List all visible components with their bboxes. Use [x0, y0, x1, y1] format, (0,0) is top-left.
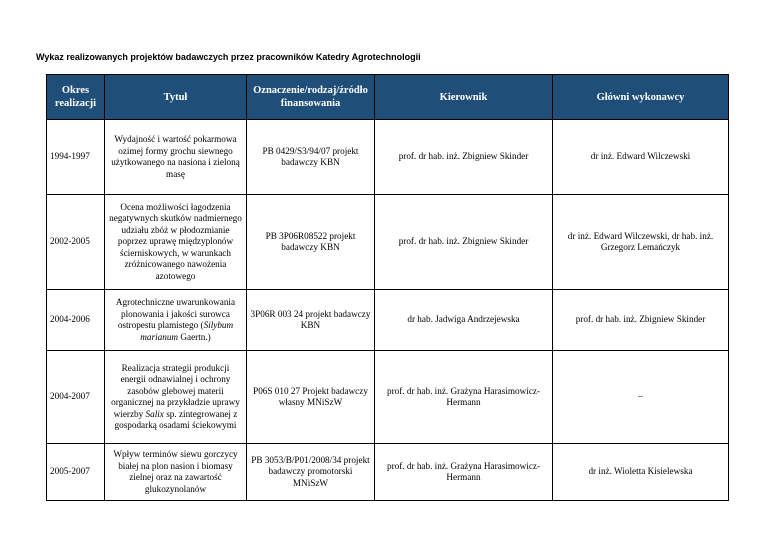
cell-funding: PB 0429/S3/94/07 projekt badawczy KBN: [247, 120, 375, 195]
title-text: Gaertn.): [178, 331, 211, 342]
projects-table: [46, 74, 729, 501]
cell-title: Wydajność i wartość pokarmowa ozimej formy grochu siewnego użytkowanego na nasiona i zieloną masę: [105, 120, 247, 195]
title-text: Agrotechniczne uwarunkowania plonowania i jakości surowca ostropestu plamistego (: [115, 297, 236, 330]
cell-funding: P06S 010 27 Projekt badawczy własny MNiSzW: [247, 351, 375, 444]
document-title: Wykaz realizowanych projektów badawczych przez pracowników Katedry Agrotechnologii: [36, 52, 421, 62]
cell-executors: dr inż. Edward Wilczewski: [553, 120, 729, 195]
cell-leader: prof. dr hab. inż. Zbigniew Skinder: [375, 120, 553, 195]
species-name: Salix: [145, 408, 164, 419]
species-name: Silybum marianum: [140, 320, 234, 342]
cell-title: Ocena możliwości łagodzenia negatywnych skutków nadmiernego udziału zbóż w płodozmianie poprzez uprawę międzyplonów ścierniskowych, w warunkach zróżnicowanego nawożenia azotowego: [105, 195, 247, 290]
title-text: Realizacja strategii produkcji energii odnawialnej i ochrony zasobów glebowej materii organicznej na przykładzie uprawy wierzby: [111, 362, 240, 419]
table-header-row: [47, 75, 729, 120]
cell-period: 2004-2007: [47, 351, 105, 444]
table-row: [47, 444, 729, 501]
cell-executors: dr inż. Wioletta Kisielewska: [553, 444, 729, 501]
cell-title: [105, 351, 247, 444]
cell-executors: dr inż. Edward Wilczewski, dr hab. inż. Grzegorz Lemańczyk: [553, 195, 729, 290]
cell-executors: prof. dr hab. inż. Zbigniew Skinder: [553, 290, 729, 351]
title-text: sp. zintegrowanej z gospodarką osadami ściekowymi: [114, 408, 238, 430]
cell-funding: 3P06R 003 24 projekt badawczy KBN: [247, 290, 375, 351]
cell-leader: prof. dr hab. inż. Grażyna Harasimowicz-Hermann: [375, 351, 553, 444]
header-executors: Główni wykonawcy: [553, 75, 729, 120]
cell-funding: PB 3P06R08522 projekt badawczy KBN: [247, 195, 375, 290]
cell-period: 2005-2007: [47, 444, 105, 501]
table-row: [47, 290, 729, 351]
table-row: [47, 120, 729, 195]
header-funding: Oznaczenie/rodzaj/źródło finansowania: [247, 75, 375, 120]
cell-executors: –: [553, 351, 729, 444]
cell-period: 2004-2006: [47, 290, 105, 351]
cell-period: 2002-2005: [47, 195, 105, 290]
cell-period: 1994-1997: [47, 120, 105, 195]
cell-title: [105, 290, 247, 351]
table-row: [47, 351, 729, 444]
cell-leader: dr hab. Jadwiga Andrzejewska: [375, 290, 553, 351]
cell-title: Wpływ terminów siewu gorczycy białej na plon nasion i biomasy zielnej oraz na zawartość glukozynolanów: [105, 444, 247, 501]
header-period: Okres realizacji: [47, 75, 105, 120]
table-row: [47, 195, 729, 290]
cell-leader: prof. dr hab. inż. Zbigniew Skinder: [375, 195, 553, 290]
header-title: Tytuł: [105, 75, 247, 120]
cell-leader: prof. dr hab. inż. Grażyna Harasimowicz-Hermann: [375, 444, 553, 501]
header-leader: Kierownik: [375, 75, 553, 120]
cell-funding: PB 3053/B/P01/2008/34 projekt badawczy promotorski MNiSzW: [247, 444, 375, 501]
